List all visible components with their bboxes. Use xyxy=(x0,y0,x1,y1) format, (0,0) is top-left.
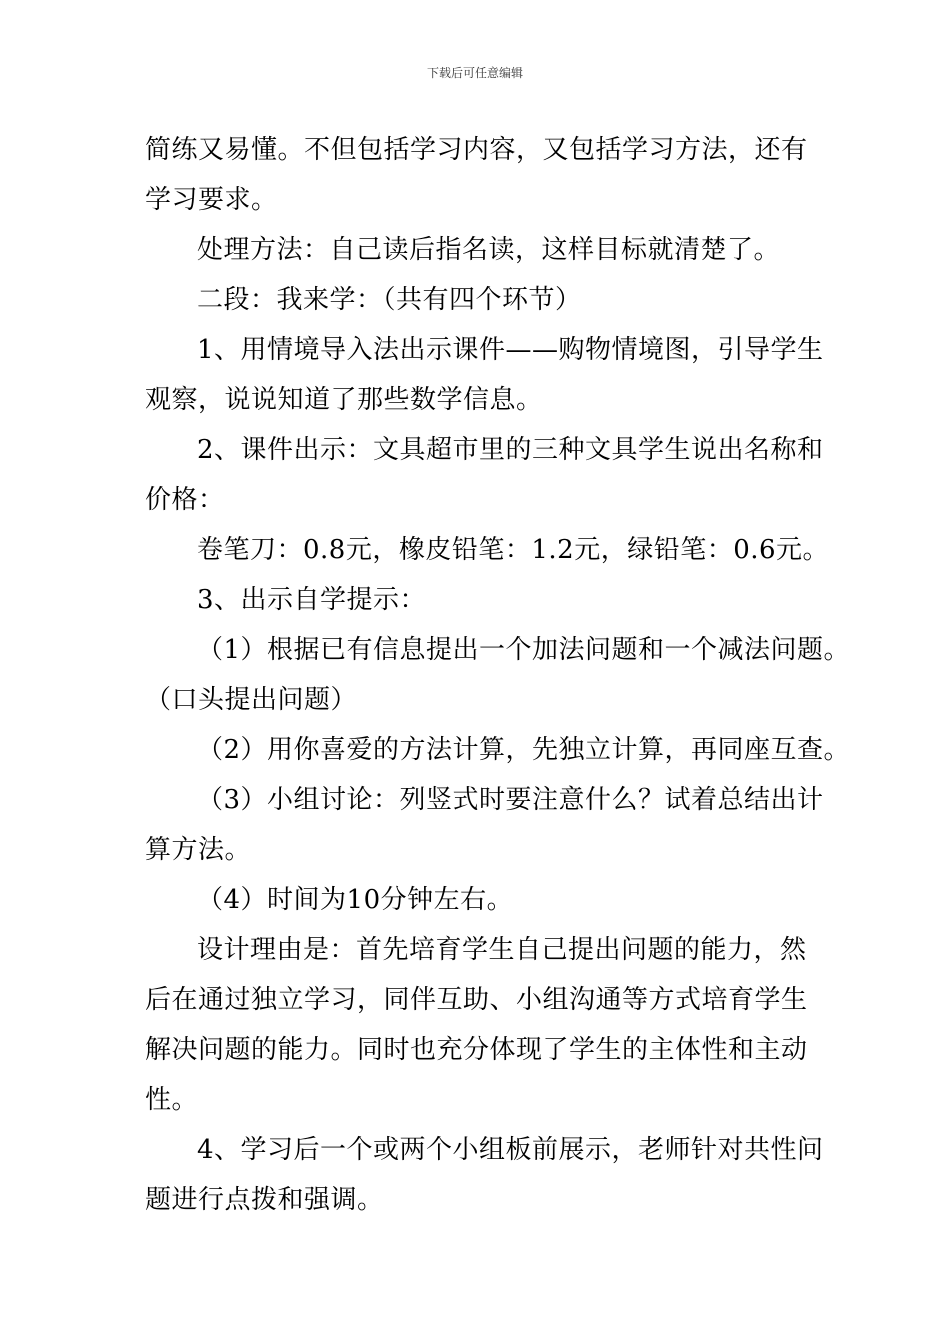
text-line: 4、学习后一个或两个小组板前展示，老师针对共性问 xyxy=(197,1135,824,1165)
text-line: 处理方法：自己读后指名读，这样目标就清楚了。 xyxy=(197,235,781,265)
text-line: （1）根据已有信息提出一个加法问题和一个减法问题。 xyxy=(197,635,851,665)
text-line: 二段：我来学：（共有四个环节） xyxy=(197,285,582,315)
text-line: 价格： xyxy=(145,485,225,515)
text-line: 2、课件出示：文具超市里的三种文具学生说出名称和 xyxy=(197,435,824,465)
text-line: 3、出示自学提示： xyxy=(197,585,427,615)
text-line: （4）时间为10分钟左右。 xyxy=(197,885,514,915)
text-line: 解决问题的能力。同时也充分体现了学生的主体性和主动 xyxy=(145,1035,808,1065)
text-line: （口头提出问题） xyxy=(145,685,358,715)
text-line: 设计理由是：首先培育学生自己提出问题的能力，然 xyxy=(197,935,807,965)
text-line: 卷笔刀：0.8元，橡皮铅笔：1.2元，绿铅笔：0.6元。 xyxy=(197,535,830,565)
text-line: 题进行点拨和强调。 xyxy=(145,1185,384,1215)
page-header: 下载后可任意编辑 xyxy=(426,66,523,80)
text-line: 性。 xyxy=(145,1085,199,1115)
text-line: 观察，说说知道了那些数学信息。 xyxy=(145,385,543,415)
text-line: 学习要求。 xyxy=(145,185,278,215)
text-line: 算方法。 xyxy=(145,835,252,865)
text-line: 简练又易懂。不但包括学习内容，又包括学习方法，还有 xyxy=(145,135,808,165)
text-line: 1、用情境导入法出示课件——购物情境图，引导学生 xyxy=(197,335,824,365)
text-line: （2）用你喜爱的方法计算，先独立计算，再同座互查。 xyxy=(197,735,851,765)
text-line: （3）小组讨论：列竖式时要注意什么？试着总结出计 xyxy=(197,785,824,815)
text-line: 后在通过独立学习，同伴互助、小组沟通等方式培育学生 xyxy=(145,985,808,1015)
